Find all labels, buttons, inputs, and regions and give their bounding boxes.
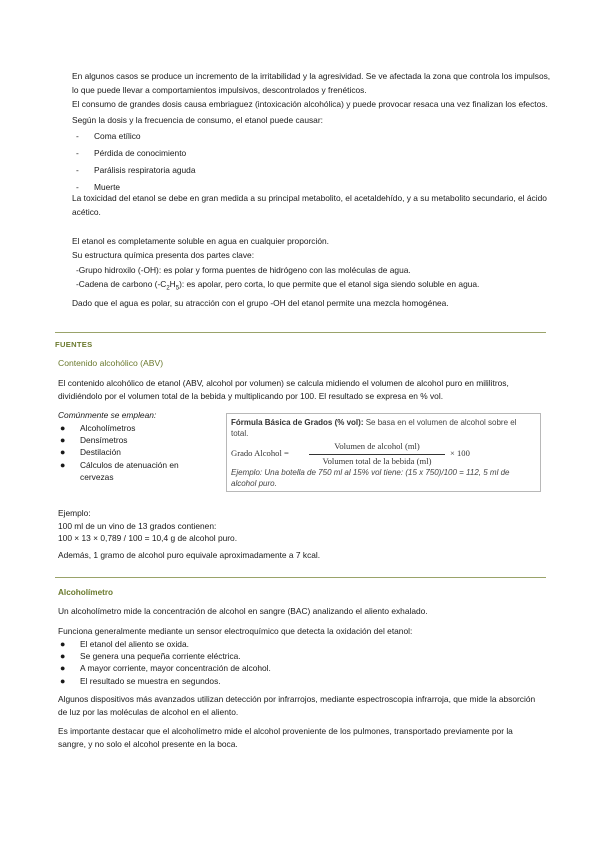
list-item: ● Se genera una pequeña corriente eléctrica. — [60, 650, 241, 661]
list-item: ● Densímetros — [60, 434, 128, 445]
section-divider — [55, 332, 546, 333]
section-heading-alcoholimetro: Alcoholímetro — [58, 588, 114, 597]
abv-intro: El contenido alcohólico de etanol (ABV, alcohol por volumen) se calcula midiendo el volumen de alcohol puro en mililitros, dividiéndolo por el volumen total de la bebida y multiplicando por 100. El resultado se expresa en % vol. — [58, 378, 509, 401]
list-item: - Parálisis respiratoria aguda — [76, 164, 196, 175]
intro-paragraph-6: Su estructura química presenta dos partes clave: — [72, 250, 255, 261]
intro-paragraph-9: Dado que el agua es polar, su atracción con el grupo -OH del etanol permite una mezcla homogénea. — [72, 297, 449, 308]
alcoholimetro-p4: Es importante destacar que el alcoholímetro mide el alcohol proveniente de los pulmones, transportado previamente por la sangre, y no solo el alcohol presente en la boca. — [58, 726, 513, 749]
list-item: - Pérdida de conocimiento — [76, 147, 187, 158]
intro-paragraph-7: -Grupo hidroxilo (-OH): es polar y forma puentes de hidrógeno con las moléculas de agua. — [76, 264, 411, 275]
formula-denominator: Volumen total de la bebida (ml) — [322, 455, 432, 466]
example-label: Ejemplo: — [58, 508, 91, 518]
list-item: ● El resultado se muestra en segundos. — [60, 675, 221, 686]
intro-paragraph-1: En algunos casos se produce un incremento de la irritabilidad y la agresividad. Se ve afectada la zona que controla los impulsos, lo que puede llevar a comportamientos impulsivos, descontrolados y frenéticos. — [72, 71, 551, 96]
list-item: ● Cálculos de atenuación en cervezas — [60, 459, 179, 483]
formula-numerator: Volumen de alcohol (ml) — [309, 441, 445, 455]
formula-title: Fórmula Básica de Grados (% vol): Se basa en el volumen de alcohol sobre el total. — [231, 418, 517, 438]
formula-box — [226, 413, 541, 492]
example-block — [58, 507, 538, 545]
calories-note: Además, 1 gramo de alcohol puro equivale aproximadamente a 7 kcal. — [58, 550, 321, 560]
alcoholimetro-p3: Algunos dispositivos más avanzados utilizan detección por infrarrojos, mediante espectroscopia infrarroja, que mide la absorción de luz por las moléculas de alcohol en el aliento. — [58, 694, 536, 717]
subheading-abv: Contenido alcohólico (ABV) — [58, 358, 164, 368]
formula-rhs: × 100 — [450, 448, 470, 458]
intro-paragraph-4: La toxicidad del etanol se debe en gran medida a su principal metabolito, el acetaldehído, y a su metabolito secundario, el ácido acético. — [72, 192, 547, 218]
intro-paragraph-8: -Cadena de carbono $(-C_2H_5)$: es apolar, pero corta, lo que permite que el etanol siga siendo soluble en agua. — [76, 278, 480, 292]
section-divider — [55, 577, 546, 578]
list-item: ● Destilación — [60, 447, 121, 458]
list-item: - Coma etílico — [76, 130, 141, 141]
intro-paragraph-3: Según la dosis y la frecuencia de consumo, el etanol puede causar: — [72, 114, 323, 125]
alcoholimetro-p2: Funciona generalmente mediante un sensor electroquímico que detecta la oxidación del etanol: ● El etanol del aliento se oxida. ● Se genera una pequeña corriente eléctrica. ● A mayor corriente, mayor concentración de alcohol. ● El resultado se muestra en segundos. — [58, 625, 538, 687]
intro-paragraph-2: El consumo de grandes dosis causa embriaguez (intoxicación alcohólica) y puede provocar resaca una vez finalizan los efectos. — [72, 99, 548, 110]
example-line-2: 100 × 13 × 0,789 / 100 = 10,4 g de alcohol puro. — [58, 533, 238, 543]
list-item: - Muerte — [76, 181, 121, 192]
formula-lhs: Grado Alcohol = — [231, 448, 289, 458]
methods-list — [58, 422, 218, 484]
methods-block — [58, 409, 218, 484]
section-heading-fuentes: FUENTES — [55, 340, 93, 349]
formula-fraction — [309, 441, 445, 467]
effects-list — [72, 128, 552, 196]
formula-equation — [231, 441, 536, 467]
steps-list — [58, 638, 538, 688]
example-line-1: 100 ml de un vino de 13 grados contienen: — [58, 520, 217, 531]
intro-block — [72, 69, 552, 310]
list-item: ● A mayor corriente, mayor concentración de alcohol. — [60, 663, 271, 674]
commonly-used-label: Comúnmente se emplean: — [58, 410, 157, 420]
intro-paragraph-5: El etanol es completamente soluble en agua en cualquier proporción. — [72, 236, 329, 247]
list-item: ● Alcoholímetros — [60, 422, 136, 433]
list-item: ● El etanol del aliento se oxida. — [60, 638, 189, 649]
alcoholimetro-p1: Un alcoholímetro mide la concentración de alcohol en sangre (BAC) analizando el aliento exhalado. — [58, 606, 428, 616]
formula-example: Ejemplo: Una botella de 750 ml al 15% vol tiene: (15 x 750)/100 = 112, 5 ml de alcohol puro. — [231, 468, 510, 488]
